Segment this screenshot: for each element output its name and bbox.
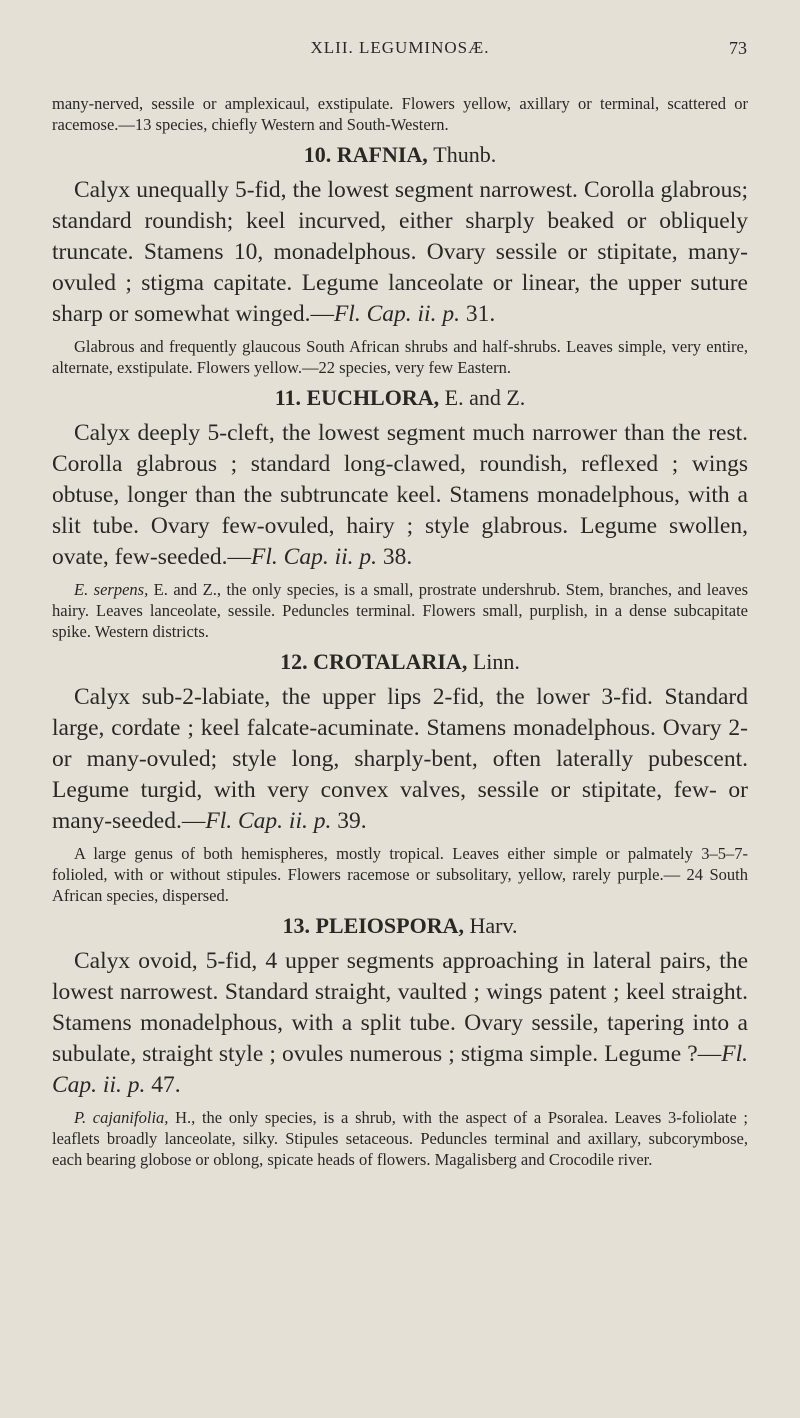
- genus-description-euchlora: Calyx deeply 5-cleft, the lowest segment much narrower than the rest. Corolla glabrous ; standard long-clawed, roundish, reflexed ; wings obtuse, longer than the subtruncate keel. Stamens monadelphous, with a slit tube. Ovary few-ovuled, hairy ; style glabrous. Legume swollen, ovate, few-seeded.—Fl. Cap. ii. p. 38.: [52, 420, 748, 570]
- genus-note-rafnia: Glabrous and frequently glaucous South African shrubs and half-shrubs. Leaves simple, very entire, alternate, exstipulate. Flowers yellow.—22 species, very few Eastern.: [52, 337, 748, 377]
- page-number: 73: [729, 38, 747, 58]
- genus-note-crotalaria: A large genus of both hemispheres, mostly tropical. Leaves either simple or palmately 3–5–7-folioled, with or without stipules. Flowers racemose or subsolitary, yellow, rarely purple.— 24 South African species, dispersed.: [52, 844, 748, 905]
- genus-heading-pleiospora: 13. PLEIOSPORA, Harv.: [282, 913, 518, 938]
- genus-heading-crotalaria: 12. CROTALARIA, Linn.: [280, 649, 520, 674]
- running-title: XLII. LEGUMINOSÆ.: [310, 38, 490, 57]
- genus-description-pleiospora: Calyx ovoid, 5-fid, 4 upper segments approaching in lateral pairs, the lowest narrowest. Standard straight, vaulted ; wings patent ; keel straight. Stamens monadelphous, with a split tube. Ovary sessile, tapering into a subulate, straight style ; ovules numerous ; stigma simple. Legume ?—Fl. Cap. ii. p. 47.: [52, 948, 748, 1098]
- page-header: [0, 38, 800, 68]
- page-body: [52, 93, 748, 1170]
- genus-description-crotalaria: Calyx sub-2-labiate, the upper lips 2-fid, the lower 3-fid. Standard large, cordate ; keel falcate-acuminate. Stamens monadelphous. Ovary 2- or many-ovuled; style long, sharply-bent, often laterally pubescent. Legume turgid, with very convex valves, sessile or stipitate, few- or many-seeded.—Fl. Cap. ii. p. 39.: [52, 684, 748, 834]
- genus-note-pleiospora: P. cajanifolia, H., the only species, is a shrub, with the aspect of a Psoralea. Leaves 3-foliolate ; leaflets broadly lanceolate, silky. Stipules setaceous. Peduncles terminal and axillary, subcorymbose, each bearing globose or oblong, spicate heads of flowers. Magalisberg and Crocodile river.: [52, 1108, 748, 1169]
- genus-description-rafnia: Calyx unequally 5-fid, the lowest segment narrowest. Corolla glabrous; standard roundish; keel incurved, either sharply beaked or obliquely truncate. Stamens 10, monadelphous. Ovary sessile or stipitate, many-ovuled ; stigma capitate. Legume lanceolate or linear, the upper suture sharp or somewhat winged.—Fl. Cap. ii. p. 31.: [52, 177, 748, 327]
- continued-paragraph: many-nerved, sessile or amplexicaul, exstipulate. Flowers yellow, axillary or terminal, scattered or racemose.—13 species, chiefly Western and South-Western.: [52, 94, 748, 134]
- genus-note-euchlora: E. serpens, E. and Z., the only species, is a small, prostrate undershrub. Stem, branches, and leaves hairy. Leaves lanceolate, sessile. Peduncles terminal. Flowers small, purplish, in a dense subcapitate spike. Western districts.: [52, 580, 748, 641]
- genus-heading-euchlora: 11. EUCHLORA, E. and Z.: [274, 385, 526, 410]
- genus-heading-rafnia: 10. RAFNIA, Thunb.: [303, 142, 497, 167]
